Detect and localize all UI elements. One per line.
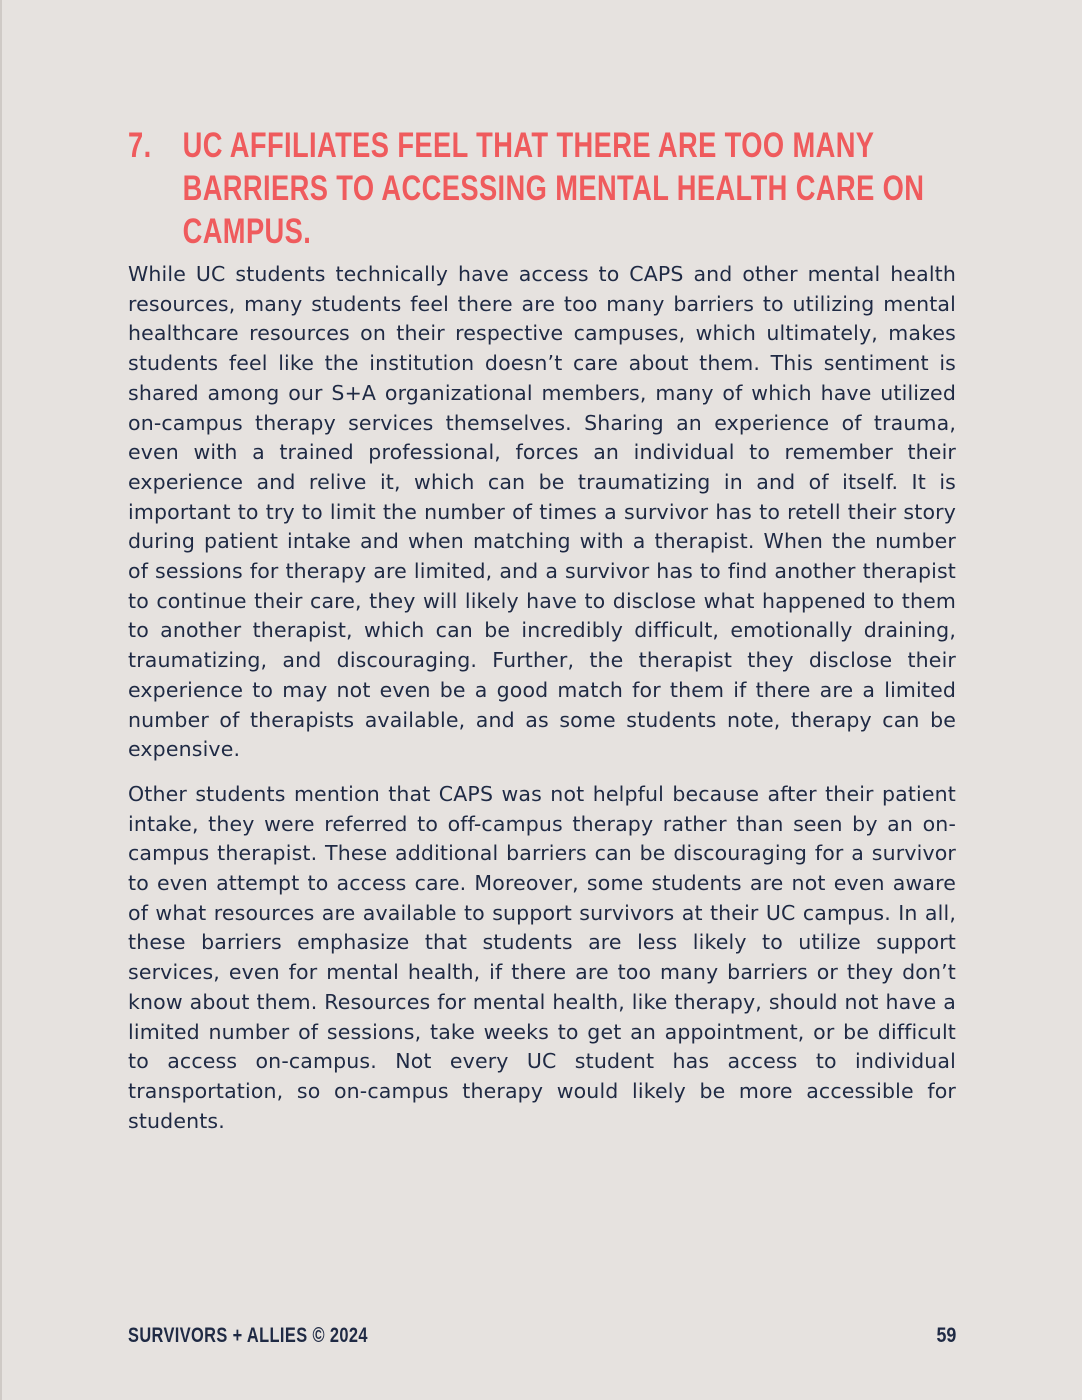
page-edge [0, 0, 2, 1400]
footer-copyright: SURVIVORS + ALLIES © 2024 [128, 1324, 368, 1347]
page-content [128, 124, 956, 1136]
paragraph-1: While UC students technically have access to CAPS and other mental health resources, many students feel there are too many barriers to utilizing mental healthcare resources on their respective campuses, which ultimately, makes students feel like the institution doesn’t care about them. This sentiment is shared among our S+A organizational members, many of which have utilized on-campus therapy services themselves. Sharing an experience of trauma, even with a trained professional, forces an individual to remember their experience and relive it, which can be traumatizing in and of itself. It is important to try to limit the number of times a survivor has to retell their story during patient intake and when matching with a therapist. When the number of sessions for therapy are limited, and a survivor has to find another therapist to continue their care, they will likely have to disclose what happened to them to another therapist, which can be incredibly difficult, emotionally draining, traumatizing, and discouraging. Further, the therapist they disclose their experience to may not even be a good match for them if there are a limited number of therapists available, and as some students note, therapy can be expensive. [128, 262, 956, 762]
section-heading [128, 124, 955, 253]
section-number: 7. [128, 126, 152, 165]
section-heading-wrap [128, 124, 956, 260]
page-footer [128, 1324, 956, 1348]
paragraph-2: Other students mention that CAPS was not helpful because after their patient intake, they were referred to off-campus therapy rather than seen by an on-campus therapist. These additional barriers can be discouraging for a survivor to even attempt to access care. Moreover, some students are not even aware of what resources are available to support survivors at their UC campus. In all, these barriers emphasize that students are less likely to utilize support services, even for mental health, if there are too many barriers or they don’t know about them. Resources for mental health, like therapy, should not have a limited number of sessions, take weeks to get an appointment, or be difficult to access on-campus. Not every UC student has access to individual transportation, so on-campus therapy would likely be more accessible for students. [128, 781, 956, 1133]
page-number: 59 [936, 1324, 956, 1347]
section-title: UC AFFILIATES FEEL THAT THERE ARE TOO MANY BARRIERS TO ACCESSING MENTAL HEALTH CARE ON CAMPUS. [182, 126, 925, 251]
